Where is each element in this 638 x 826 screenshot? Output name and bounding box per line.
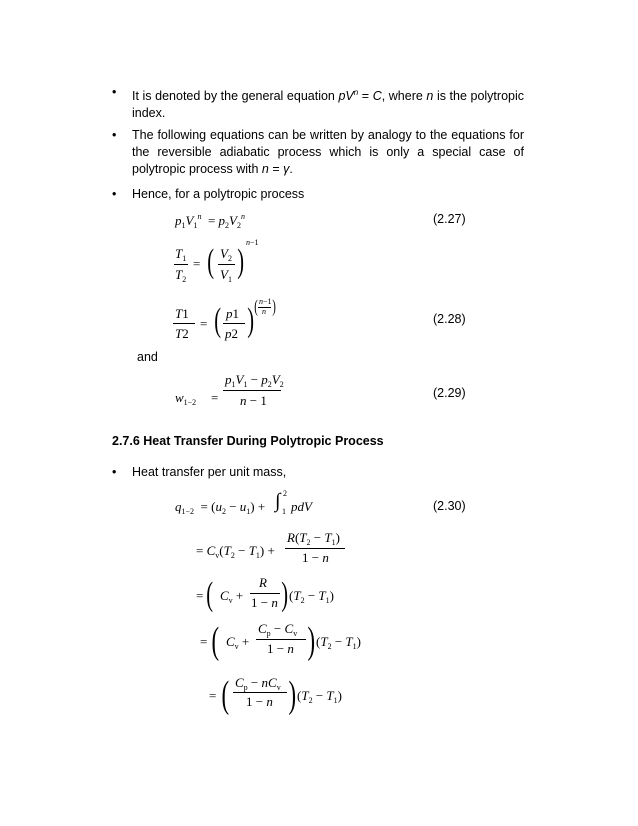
bullet-text: Hence, for a polytropic process (132, 187, 305, 201)
connector-text: and (137, 350, 158, 364)
bullet-marker: • (112, 85, 117, 99)
equation-2-27: $p_1V_1^n = p_2V_2^n$ (175, 212, 245, 230)
section-heading: 2.7.6 Heat Transfer During Polytropic Process (112, 434, 384, 448)
bullet-marker: • (112, 187, 117, 201)
bullet-text: It is denoted by the general equation $pV^n = C$, where n is the polytropic index. (132, 88, 525, 121)
equation-number: (2.29) (433, 386, 466, 400)
equation-number: (2.30) (433, 499, 466, 513)
equation-number: (2.27) (433, 212, 466, 226)
bullet-text: Heat transfer per unit mass, (132, 465, 287, 479)
equation-number: (2.28) (433, 312, 466, 326)
bullet-text: The following equations can be written by analogy to the equations for the reversible adiabatic process which is only a special case of polytropic process with n = γ. (132, 128, 524, 176)
document-page: • It is denoted by the general equation $pV^n = C$, where n is the polytropic index. • The following equations can be written by analogy to the equations for the reversible adiabatic process which is only a special case of polytropic process with n = γ. • Hence, for a polytropic process $p_1V_1^n = p_2V_2^n$ (2.27) $T_1$ $T_2$ = ( $V_2$ $V_1$ ) n−1 T1 T2 = ( p1 p2 ) ( n−1 n ) (2.28) and $w_{1-2}$ = $p_1V_1 - p_2V_2$ n − 1 (2.29) 2.7.6 Heat Transfer During Polytropic Process • Heat transfer per unit mass, $q_{1-2} = (u_2 - u_1)$ + ∫ 2 1 pdV (2.30) = $C_v(T_2 - T_1)$ + $R(T_2 - T_1)$ 1 − n = ( $C_v$ + R 1 − n ) $(T_2 - T_1)$ = ( $C_v$ + $C_p - C_v$ 1 − n ) $(T_2 - T_1)$ = ( $C_p - nC_v$ 1 − n ) $(T_2 - T_1)$ (112, 85, 525, 716)
bullet-marker: • (112, 465, 117, 479)
bullet-marker: • (112, 128, 117, 142)
